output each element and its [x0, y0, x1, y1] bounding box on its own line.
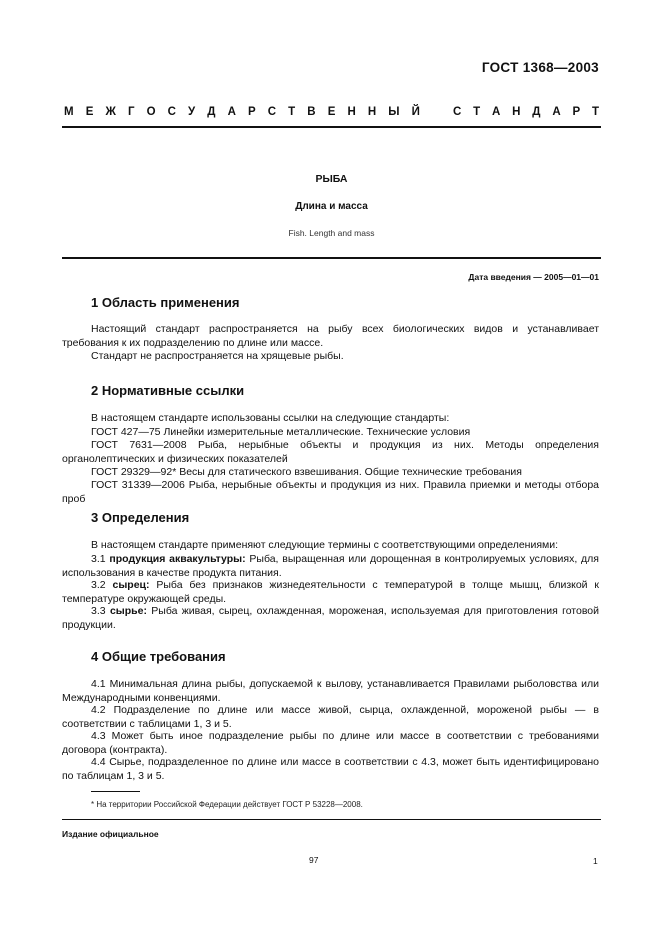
section-2-heading: 2 Нормативные ссылки	[91, 383, 245, 398]
footnote: * На территории Российской Федерации действует ГОСТ Р 53228—2008.	[91, 800, 363, 809]
section-4-heading: 4 Общие требования	[91, 649, 226, 664]
definition-aquaculture: 3.1 продукция аквакультуры: Рыба, выращенная или дорощенная в контролируемых условиях, для использования в качестве продукта питания.	[62, 553, 599, 579]
document-title: РЫБА	[315, 173, 348, 185]
definition-raw-material: 3.3 сырье: Рыба живая, сырец, охлажденная, мороженая, используемая для приготовления готовой продукции.	[62, 605, 599, 631]
section-1-paragraph-2: Стандарт не распространяется на хрящевые рыбы.	[91, 350, 344, 362]
section-1-heading: 1 Область применения	[91, 295, 240, 310]
page-number: 97	[309, 855, 319, 865]
banner-word-standard: С Т А Н Д А Р Т	[453, 106, 599, 118]
title-rule	[62, 257, 601, 259]
definition-raw-fish: 3.2 сырец: Рыба без признаков жизнедеятельности с температурой в толще мышц, близкой к температуре окружающей среды.	[62, 579, 600, 605]
term-raw-fish: сырец:	[112, 579, 150, 591]
interstate-standard-banner	[64, 106, 599, 118]
standard-code: ГОСТ 1368—2003	[481, 60, 599, 75]
reference-gost-29329: ГОСТ 29329—92* Весы для статического взвешивания. Общие технические требования	[91, 466, 522, 478]
reference-gost-31339: ГОСТ 31339—2006 Рыба, нерыбные объекты и продукция из них. Правила приемки и методы отбора проб	[62, 479, 599, 505]
section-3-heading: 3 Определения	[91, 510, 190, 525]
clause-4-1: 4.1 Минимальная длина рыбы, допускаемой к вылову, устанавливается Правилами рыболовства или Международными конвенциями.	[62, 678, 599, 704]
clause-4-2: 4.2 Подразделение по длине или массе живой, сырца, охлажденной, мороженой рыбы — в соответствии с таблицами 1, 3 и 5.	[62, 704, 599, 730]
introduction-date: Дата введения — 2005—01—01	[468, 272, 599, 282]
clause-4-3: 4.3 Может быть иное подразделение рыбы по длине или массе в соответствии с требованиями договора (контракта).	[62, 730, 599, 756]
reference-gost-427: ГОСТ 427—75 Линейки измерительные металлические. Технические условия	[91, 426, 471, 438]
english-title: Fish. Length and mass	[288, 228, 375, 238]
header-rule	[62, 126, 601, 128]
clause-4-4: 4.4 Сырье, подразделенное по длине или массе в соответствии с 4.3, может быть идентифицировано по таблицам 1, 3 и 5.	[62, 756, 599, 782]
document-subtitle: Длина и масса	[295, 201, 368, 212]
sheet-number: 1	[593, 856, 598, 866]
footnote-rule	[91, 791, 140, 792]
reference-gost-7631: ГОСТ 7631—2008 Рыба, нерыбные объекты и продукция из них. Методы определения органолептических и физических показателей	[62, 439, 599, 465]
term-raw-material: сырье:	[109, 605, 147, 617]
section-1-paragraph-1: Настоящий стандарт распространяется на рыбу всех биологических видов и устанавливает требования к их подразделению по длине или массе.	[62, 323, 599, 349]
footer-rule	[62, 819, 601, 820]
section-3-paragraph-1: В настоящем стандарте применяют следующие термины с соответствующими определениями:	[91, 539, 559, 551]
section-2-paragraph-1: В настоящем стандарте использованы ссылки на следующие стандарты:	[91, 412, 450, 424]
official-edition-label: Издание официальное	[62, 829, 159, 839]
term-aquaculture: продукция аквакультуры:	[109, 553, 246, 565]
banner-word-interstate: М Е Ж Г О С У Д А Р С Т В Е Н Н Ы Й	[64, 106, 420, 118]
